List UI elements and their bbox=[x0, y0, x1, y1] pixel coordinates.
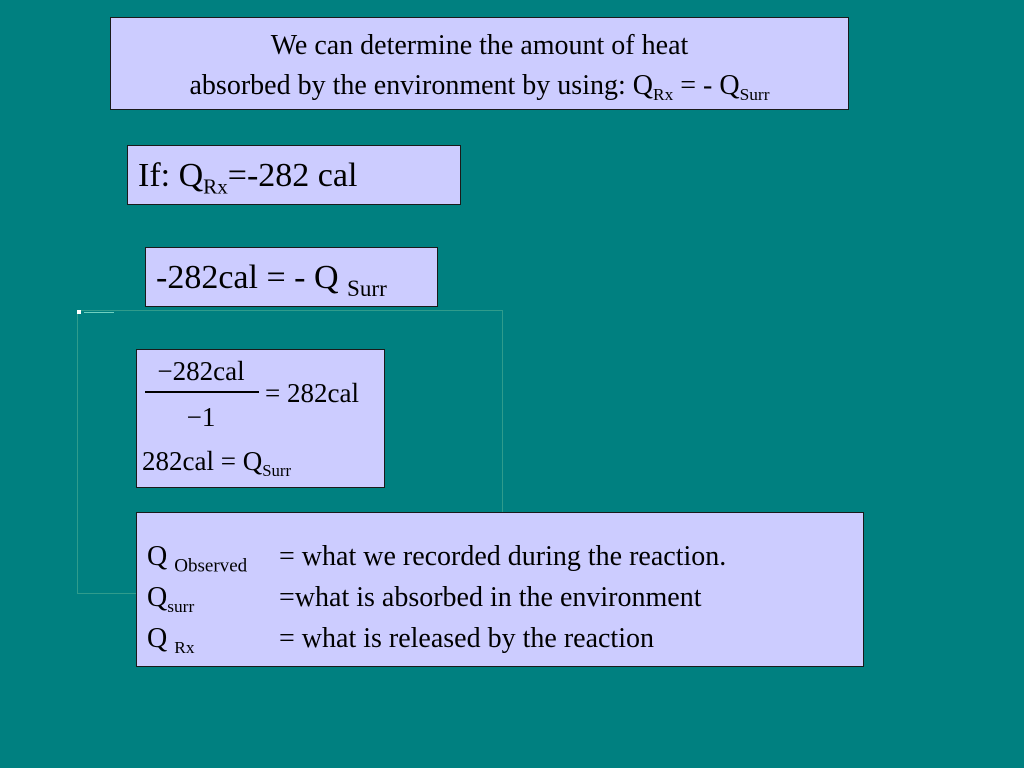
frame-handle bbox=[77, 310, 81, 314]
definitions-box bbox=[136, 512, 864, 667]
given-sub: Rx bbox=[203, 174, 228, 199]
intro-box bbox=[110, 17, 849, 110]
definition-symbol bbox=[147, 541, 248, 577]
definition-symbol-sub: Rx bbox=[174, 638, 195, 658]
given-prefix: If: Q bbox=[138, 157, 204, 194]
fraction-denominator: −1 bbox=[186, 402, 216, 432]
equation-box bbox=[145, 247, 438, 307]
intro-line-2-mid: = - Q bbox=[673, 70, 740, 101]
intro-line-1: We can determine the amount of heat bbox=[270, 30, 689, 61]
given-value: =-282 cal bbox=[227, 157, 358, 194]
definition-description: = what is released by the reaction bbox=[279, 623, 654, 654]
definition-symbol bbox=[147, 623, 195, 658]
math-line-2 bbox=[142, 446, 292, 480]
frame-tick bbox=[84, 312, 114, 313]
fraction-numerator: −282cal bbox=[157, 356, 245, 386]
intro-line-2 bbox=[111, 66, 848, 106]
definition-symbol-sub: Observed bbox=[174, 555, 248, 577]
definition-description: =what is absorbed in the environment bbox=[279, 582, 702, 613]
definition-symbol bbox=[147, 582, 195, 617]
definition-symbol-letter: Q bbox=[147, 582, 168, 613]
given-box bbox=[127, 145, 461, 205]
equation-text: -282cal = - Q bbox=[156, 259, 348, 296]
fraction-bar bbox=[145, 391, 259, 393]
math-line-2-sub: Surr bbox=[262, 460, 292, 480]
fraction-result: = 282cal bbox=[265, 378, 359, 408]
intro-sub-rx: Rx bbox=[652, 85, 674, 105]
equation-sub: Surr bbox=[347, 276, 387, 303]
math-line-2-text: 282cal = Q bbox=[142, 446, 263, 476]
definition-row bbox=[137, 541, 863, 582]
definition-row bbox=[137, 582, 863, 623]
definition-row bbox=[137, 623, 863, 664]
math-box bbox=[136, 349, 385, 488]
intro-sub-surr: Surr bbox=[739, 85, 770, 105]
definition-symbol-letter: Q bbox=[147, 623, 175, 654]
definition-symbol-letter: Q bbox=[147, 541, 175, 572]
intro-line-2-text: absorbed by the environment by using: Q bbox=[189, 70, 653, 101]
definition-symbol-sub: surr bbox=[167, 597, 195, 617]
definition-description: = what we recorded during the reaction. bbox=[279, 541, 727, 572]
